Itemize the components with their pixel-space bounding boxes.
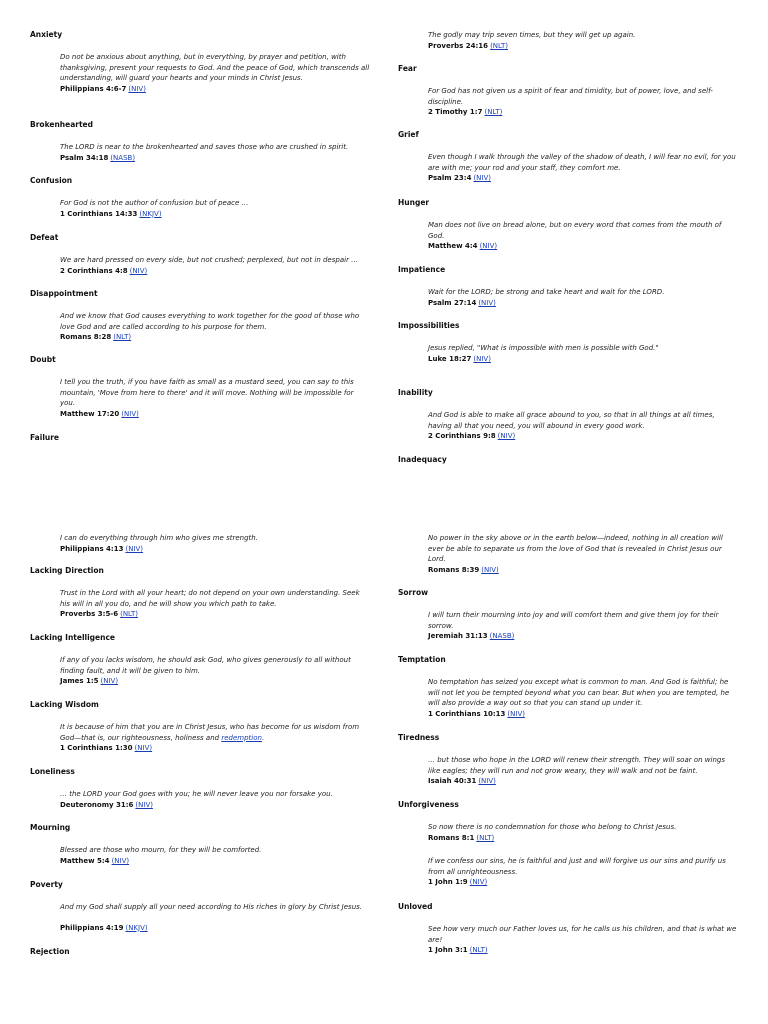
topic-heading: Lacking Intelligence (30, 633, 116, 642)
verse-reference (60, 609, 370, 619)
topic-heading: Unforgiveness (398, 800, 459, 809)
translation-link[interactable]: (NIV) (111, 856, 130, 865)
entry-fear (398, 64, 738, 117)
translation-link[interactable]: (NKJV) (125, 923, 148, 932)
verse-text: The LORD is near to the brokenhearted and saves those who are crushed in spirit. (60, 143, 349, 151)
verse (30, 588, 370, 619)
verse-reference (428, 565, 738, 575)
verse (30, 255, 370, 276)
translation-link[interactable]: (NIV) (481, 565, 499, 574)
verse-text: I tell you the truth, if you have faith as small as a mustard seed, you can say to this mountain, 'Move from here to there' and it will move. Nothing will be impossible for you. (60, 378, 354, 408)
verse-text: Do not be anxious about anything, but in everything, by prayer and petition, with thanksgiving, present your requests to God. And the peace of God, which transcends all understanding, will guard your hearts and your minds in Christ Jesus. (60, 53, 370, 83)
entry-poverty (30, 880, 370, 933)
entry-rejection (30, 947, 370, 957)
verse-reference (428, 431, 738, 441)
translation-link[interactable]: (NLT) (490, 41, 508, 50)
verse-reference (428, 945, 738, 955)
topic-heading: Lacking Wisdom (30, 700, 99, 709)
verse (398, 343, 738, 364)
entry-fall-verse (398, 30, 738, 51)
verse-reference (428, 776, 738, 786)
translation-link[interactable]: (NIV) (128, 84, 146, 93)
translation-link[interactable]: (NIV) (478, 777, 496, 786)
verse (398, 755, 738, 786)
topic-heading: Confusion (30, 176, 73, 185)
entry-inadequacy (398, 455, 738, 465)
entry-unloved (398, 902, 738, 955)
translation-link[interactable]: (NASB) (489, 632, 515, 641)
reference-label: 2 Timothy 1:7 (428, 108, 483, 117)
reference-label: 1 John 3:1 (428, 946, 468, 955)
verse-text-main: It is because of him that you are in Christ Jesus, who has become for us wisdom from God—that is, our righteousness, holiness and (60, 723, 360, 742)
topic-heading: Sorrow (398, 588, 429, 597)
verse-reference (60, 544, 370, 554)
topic-heading: Loneliness (30, 767, 75, 776)
verse (398, 30, 738, 51)
verse (398, 610, 738, 641)
reference-label: Philippians 4:13 (60, 544, 124, 553)
entry-loneliness (30, 767, 370, 810)
reference-label: Matthew 17:20 (60, 409, 120, 418)
reference-label: Romans 8:28 (60, 333, 112, 342)
verse (398, 220, 738, 251)
entry-confusion (30, 176, 370, 219)
topic-heading: Brokenhearted (30, 120, 94, 129)
translation-link[interactable]: (NLT) (484, 108, 503, 117)
translation-link[interactable]: (NIV) (473, 354, 491, 363)
verse-reference (60, 266, 370, 276)
verse (398, 677, 738, 719)
topic-heading: Impossibilities (398, 321, 460, 330)
verse-text: And my God shall supply all your need according to His riches in glory by Christ Jesus. (60, 903, 362, 911)
entry-mourning (30, 823, 370, 866)
translation-link[interactable]: (NLT) (113, 333, 132, 342)
verse (398, 287, 738, 308)
verse-text: Wait for the LORD; be strong and take heart and wait for the LORD. (428, 288, 665, 296)
translation-link[interactable]: (NIV) (478, 298, 496, 307)
verse-reference (428, 631, 738, 641)
entry-sorrow (398, 588, 738, 641)
reference-label: Deuteronomy 31:6 (60, 800, 134, 809)
topic-heading: Hunger (398, 198, 430, 207)
reference-label: Proverbs 24:16 (428, 41, 489, 50)
topic-heading: Temptation (398, 655, 446, 664)
reference-label: James 1:5 (60, 677, 99, 686)
verse-text: … the LORD your God goes with you; he will never leave you nor forsake you. (60, 790, 333, 798)
verse-text: And God is able to make all grace abound to you, so that in all things at all times, having all that you need, you will abound in every good work. (428, 411, 715, 430)
verse-text: I will turn their mourning into joy and will comfort them and give them joy for their sorrow. (428, 611, 719, 630)
entry-lacking-intelligence (30, 633, 370, 686)
translation-link[interactable]: (NLT) (469, 946, 488, 955)
verse-text: For God has not given us a spirit of fear and timidity, but of power, love, and self-discipline. (428, 87, 713, 106)
translation-link[interactable]: (NIV) (125, 544, 144, 553)
verse (398, 533, 738, 575)
verse-reference (428, 709, 738, 719)
reference-label: 1 Corinthians 10:13 (428, 709, 506, 718)
entry-failure (30, 433, 370, 443)
entry-tiredness (398, 733, 738, 786)
verse-reference (428, 41, 738, 51)
topic-heading: Rejection (30, 947, 70, 956)
verse-text: … but those who hope in the LORD will renew their strength. They will soar on wings like eagles; they will run and not grow weary, they will walk and not be faint. (428, 756, 725, 775)
verse-text: We are hard pressed on every side, but not crushed; perplexed, but not in despair … (60, 256, 359, 264)
reference-label: Romans 8:39 (428, 565, 480, 574)
entry-impossibilities (398, 321, 738, 364)
translation-link[interactable]: (NIV) (121, 409, 139, 418)
translation-link[interactable]: (NIV) (497, 432, 516, 441)
verse-text: If any of you lacks wisdom, he should ask God, who gives generously to all without finding fault, and it will be given to him. (60, 656, 351, 675)
entry-unforgiveness (398, 800, 738, 843)
verse-text: Man does not live on bread alone, but on every word that comes from the mouth of God. (428, 221, 722, 240)
reference-label: Romans 8:1 (428, 833, 475, 842)
reference-label: Philippians 4:6-7 (60, 84, 127, 93)
entry-inadequacy-verse (398, 533, 738, 575)
reference-label: Matthew 4:4 (428, 242, 478, 251)
reference-label: Jeremiah 31:13 (428, 632, 488, 641)
reference-label: 2 Corinthians 9:8 (428, 432, 496, 441)
verse-reference (428, 354, 738, 364)
verse (398, 924, 738, 955)
topic-heading: Inability (398, 388, 433, 397)
verse-reference (60, 856, 370, 866)
topic-heading: Poverty (30, 880, 63, 889)
verse (398, 822, 738, 843)
entry-disappointment (30, 289, 370, 342)
verse-reference (60, 800, 370, 810)
reference-label: 2 Corinthians 4:8 (60, 266, 128, 275)
verse (30, 789, 370, 810)
entry-hunger (398, 198, 738, 251)
verse-reference (60, 409, 370, 419)
verse-text: I can do everything through him who gives me strength. (60, 534, 258, 542)
verse-reference (428, 173, 738, 183)
verse-text: Even though I walk through the valley of the shadow of death, I will fear no evil, for you are with me; your rod and your staff, they comfort me. (428, 153, 736, 172)
entry-lacking-wisdom (30, 700, 370, 753)
reference-label: Proverbs 3:5-6 (60, 610, 119, 619)
topic-heading: Impatience (398, 265, 446, 274)
translation-link[interactable]: (NIV) (469, 878, 488, 887)
reference-label: Isaiah 40:31 (428, 777, 477, 786)
reference-label: Psalm 27:14 (428, 298, 477, 307)
verse (30, 311, 370, 342)
reference-label: 1 Corinthians 14:33 (60, 209, 138, 218)
reference-label: 1 Corinthians 1:30 (60, 744, 133, 753)
verse-text: See how very much our Father loves us, for he calls us his children, and that is what we are! (428, 925, 737, 944)
translation-link[interactable]: (NASB) (110, 153, 136, 162)
entry-failure-verse (30, 533, 370, 554)
entry-anxiety (30, 30, 370, 94)
topic-heading: Defeat (30, 233, 59, 242)
verse-text: For God is not the author of confusion but of peace … (60, 199, 249, 207)
topic-heading: Fear (398, 64, 417, 73)
verse-reference (60, 153, 370, 163)
topic-heading: Anxiety (30, 30, 63, 39)
topic-heading: Grief (398, 130, 419, 139)
verse-text (60, 722, 370, 743)
translation-link[interactable]: (NIV) (134, 744, 153, 753)
right-column (398, 0, 738, 1024)
verse-text: And we know that God causes everything to work together for the good of those who love God and are called according to his purpose for them. (60, 312, 360, 331)
reference-label: 1 John 1:9 (428, 878, 468, 887)
translation-link[interactable]: (NIV) (479, 242, 498, 251)
verse (30, 533, 370, 554)
verse-text: Trust in the Lord with all your heart; do not depend on your own understanding. Seek his will in all you do, and he will show you which path to take. (60, 589, 360, 608)
verse-reference (428, 298, 738, 308)
entry-defeat (30, 233, 370, 276)
verse-reference (60, 209, 370, 219)
verse (398, 856, 738, 887)
entry-grief (398, 130, 738, 183)
verse-reference (60, 332, 370, 342)
verse-text: So now there is no condemnation for those who belong to Christ Jesus. (428, 823, 677, 831)
translation-link[interactable]: (NLT) (476, 833, 495, 842)
translation-link[interactable]: (NLT) (120, 610, 139, 619)
entry-doubt (30, 355, 370, 419)
topic-heading: Tiredness (398, 733, 440, 742)
verse-text: Blessed are those who mourn, for they will be comforted. (60, 846, 262, 854)
topic-heading: Lacking Direction (30, 566, 104, 575)
topic-heading: Inadequacy (398, 455, 447, 464)
verse-reference (60, 676, 370, 686)
entry-unforgiveness-2 (398, 856, 738, 887)
verse (398, 410, 738, 441)
verse-text: If we confess our sins, he is faithful and just and will forgive us our sins and purify us from all unrighteousness. (428, 857, 726, 876)
verse (30, 655, 370, 686)
verse-reference (428, 877, 738, 887)
translation-link[interactable]: (NIV) (100, 677, 119, 686)
verse-reference (60, 743, 370, 753)
verse-text: The godly may trip seven times, but they will get up again. (428, 31, 636, 39)
reference-label: Luke 18:27 (428, 354, 472, 363)
verse-text: Jesus replied, "What is impossible with men is possible with God." (428, 344, 659, 352)
reference-label: Matthew 5:4 (60, 856, 110, 865)
topic-heading: Doubt (30, 355, 56, 364)
translation-link[interactable]: (NIV) (129, 266, 148, 275)
verse (30, 845, 370, 866)
reference-label: Philippians 4:19 (60, 923, 124, 932)
verse-reference (60, 923, 370, 933)
topic-heading: Unloved (398, 902, 433, 911)
entry-temptation (398, 655, 738, 719)
left-column (30, 0, 370, 1024)
verse-reference (428, 833, 738, 843)
verse (30, 142, 370, 163)
translation-link[interactable]: (NIV) (135, 800, 153, 809)
entry-impatience (398, 265, 738, 308)
topic-heading: Mourning (30, 823, 71, 832)
verse (30, 52, 370, 94)
translation-link[interactable]: (NKJV) (139, 209, 162, 218)
entry-lacking-direction (30, 566, 370, 619)
verse-reference (428, 107, 738, 117)
verse (30, 722, 370, 753)
translation-link[interactable]: (NIV) (473, 174, 492, 183)
verse (30, 377, 370, 419)
verse (398, 152, 738, 183)
verse-reference (428, 241, 738, 251)
verse-text: No power in the sky above or in the earth below—indeed, nothing in all creation will ever be able to separate us from the love of God that is revealed in Christ Jesus our Lord. (428, 534, 723, 564)
translation-link[interactable]: (NIV) (507, 709, 525, 718)
verse-text-end: . (261, 733, 265, 742)
verse (30, 902, 370, 933)
reference-label: Psalm 23:4 (428, 174, 472, 183)
verse (30, 198, 370, 219)
verse-reference (60, 84, 370, 94)
verse-text: No temptation has seized you except what is common to man. And God is faithful; he will not let you be tempted beyond what you can bear. But when you are tempted, he will also provide a way out so that you can stand up under it. (428, 678, 730, 708)
entry-brokenhearted (30, 120, 370, 163)
verse (398, 86, 738, 117)
topic-heading: Disappointment (30, 289, 98, 298)
entry-inability (398, 388, 738, 441)
topic-heading: Failure (30, 433, 60, 442)
redemption-link[interactable]: redemption (221, 733, 262, 742)
reference-label: Psalm 34:18 (60, 153, 109, 162)
